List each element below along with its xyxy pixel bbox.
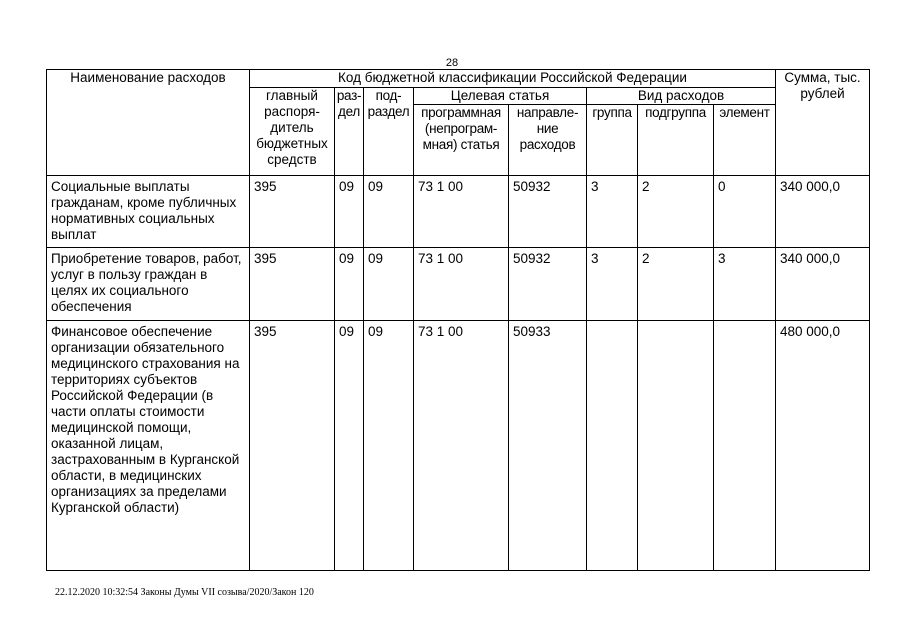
row-subgroup: 2	[638, 176, 714, 248]
header-main-manager: главный распоря-дитель бюджетных средств	[250, 88, 335, 176]
table-row	[47, 248, 870, 321]
row-expense-direction: 50933	[509, 321, 587, 571]
header-expense-direction: направле-ние расходов	[509, 105, 587, 176]
row-group	[587, 321, 638, 571]
row-element	[714, 321, 776, 571]
header-subgroup: подгруппа	[638, 105, 714, 176]
page-number: 28	[445, 57, 459, 69]
row-expense-direction: 50932	[509, 176, 587, 248]
row-program-article: 73 1 00	[414, 248, 509, 321]
header-target-article: Целевая статья	[414, 88, 587, 105]
row-main-manager: 395	[250, 248, 335, 321]
row-name: Социальные выплаты гражданам, кроме публичных нормативных социальных выплат	[47, 176, 250, 248]
row-subgroup	[638, 321, 714, 571]
row-main-manager: 395	[250, 176, 335, 248]
header-amount: Сумма, тыс. рублей	[776, 70, 870, 176]
row-subgroup: 2	[638, 248, 714, 321]
row-amount: 340 000,0	[776, 248, 870, 321]
document-footer: 22.12.2020 10:32:54 Законы Думы VII созыва/2020/Закон 120	[55, 587, 314, 598]
row-section: 09	[335, 248, 364, 321]
header-element: элемент	[714, 105, 776, 176]
row-amount: 340 000,0	[776, 176, 870, 248]
row-program-article: 73 1 00	[414, 176, 509, 248]
header-code-group: Код бюджетной классификации Российской Федерации	[250, 70, 776, 88]
header-expense-type: Вид расходов	[587, 88, 776, 105]
row-group: 3	[587, 248, 638, 321]
row-subsection: 09	[364, 321, 414, 571]
header-program-article: программная (непрограм-мная) статья	[414, 105, 509, 176]
table-row	[47, 321, 870, 571]
row-expense-direction: 50932	[509, 248, 587, 321]
row-group: 3	[587, 176, 638, 248]
header-group: группа	[587, 105, 638, 176]
row-element: 0	[714, 176, 776, 248]
row-amount: 480 000,0	[776, 321, 870, 571]
budget-classification-table	[46, 69, 870, 571]
header-section: раз-дел	[335, 88, 364, 176]
row-subsection: 09	[364, 176, 414, 248]
row-subsection: 09	[364, 248, 414, 321]
row-main-manager: 395	[250, 321, 335, 571]
header-subsection: под-раздел	[364, 88, 414, 176]
row-name: Финансовое обеспечение организации обязательного медицинского страхования на территориях субъектов Российской Федерации (в части оплаты стоимости медицинской помощи, оказанной лицам, застрахованным в Курганской области, в медицинских организациях за пределами Курганской области)	[47, 321, 250, 571]
row-element: 3	[714, 248, 776, 321]
row-section: 09	[335, 321, 364, 571]
row-program-article: 73 1 00	[414, 321, 509, 571]
header-name: Наименование расходов	[47, 70, 250, 176]
table-row	[47, 176, 870, 248]
row-name: Приобретение товаров, работ, услуг в пользу граждан в целях их социального обеспечения	[47, 248, 250, 321]
row-section: 09	[335, 176, 364, 248]
